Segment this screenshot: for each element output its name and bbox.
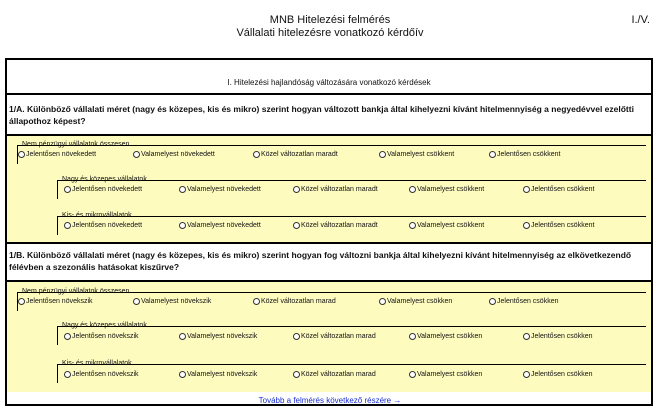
- radio-button[interactable]: [523, 371, 530, 378]
- option[interactable]: [523, 185, 594, 194]
- option-label: Jelentősen csökkent: [497, 151, 561, 158]
- radio-button[interactable]: [179, 222, 186, 229]
- option[interactable]: [179, 370, 257, 379]
- question-1b-panel: [7, 282, 651, 392]
- question-1b-text: 1/B. Különböző vállalati méret (nagy és közepes, kis és mikro) szerint hogyan fog változni bankja által kihelyezni kívánt hitelmennyiség az elkövetkezendő félévben a szezonális hatásokat kiszűrve?: [9, 250, 632, 272]
- radio-button[interactable]: [489, 151, 496, 158]
- survey-subtitle: Vállalati hitelezésre vonatkozó kérdőív: [236, 27, 424, 39]
- option-label: Valamelyest csökken: [417, 371, 483, 378]
- option-label: Jelentősen csökkent: [531, 222, 595, 229]
- radio-button[interactable]: [293, 186, 300, 193]
- option[interactable]: [293, 185, 378, 194]
- radio-button[interactable]: [293, 222, 300, 229]
- option[interactable]: [64, 185, 142, 194]
- option[interactable]: [293, 370, 376, 379]
- option[interactable]: [409, 185, 484, 194]
- group-label: Nagy és közepes vállalatok: [62, 176, 147, 183]
- radio-button[interactable]: [523, 333, 530, 340]
- radio-button[interactable]: [253, 298, 260, 305]
- radio-button[interactable]: [409, 186, 416, 193]
- radio-button[interactable]: [179, 333, 186, 340]
- option[interactable]: [133, 297, 211, 306]
- radio-button[interactable]: [523, 222, 530, 229]
- group-label: Nem pénzügyi vállalatok összesen: [22, 288, 130, 295]
- radio-button[interactable]: [64, 222, 71, 229]
- radio-button[interactable]: [409, 222, 416, 229]
- option-label: Jelentősen csökken: [497, 298, 559, 305]
- option[interactable]: [523, 370, 592, 379]
- page-indicator: I./V.: [631, 14, 650, 26]
- option-label: Valamelyest csökkent: [387, 151, 455, 158]
- option-label: Jelentősen növekszik: [72, 371, 139, 378]
- radio-button[interactable]: [379, 151, 386, 158]
- radio-button[interactable]: [64, 333, 71, 340]
- option[interactable]: [489, 150, 560, 159]
- radio-button[interactable]: [18, 151, 25, 158]
- option[interactable]: [64, 332, 139, 341]
- survey-form: [5, 58, 653, 406]
- radio-button[interactable]: [64, 186, 71, 193]
- radio-button[interactable]: [489, 298, 496, 305]
- option[interactable]: [409, 332, 482, 341]
- option[interactable]: [293, 221, 378, 230]
- radio-button[interactable]: [293, 333, 300, 340]
- option[interactable]: [18, 297, 93, 306]
- radio-button[interactable]: [523, 186, 530, 193]
- option[interactable]: [64, 370, 139, 379]
- option-label: Közel változatlan maradt: [261, 151, 338, 158]
- radio-button[interactable]: [379, 298, 386, 305]
- option-label: Jelentősen növekszik: [26, 298, 93, 305]
- option-label: Jelentősen növekedett: [72, 222, 143, 229]
- question-1a-panel: [7, 136, 651, 242]
- option-label: Közel változatlan maradt: [301, 186, 378, 193]
- option[interactable]: [409, 221, 484, 230]
- radio-button[interactable]: [409, 371, 416, 378]
- question-1b-top-divider: [7, 242, 651, 244]
- radio-button[interactable]: [18, 298, 25, 305]
- radio-button[interactable]: [293, 371, 300, 378]
- option-label: Valamelyest növekedett: [141, 151, 215, 158]
- radio-button[interactable]: [409, 333, 416, 340]
- option[interactable]: [379, 150, 454, 159]
- group-label: Kis- és mikrovállalatok: [62, 212, 132, 219]
- option[interactable]: [253, 297, 336, 306]
- option[interactable]: [18, 150, 96, 159]
- option[interactable]: [293, 332, 376, 341]
- option-label: Valamelyest növekszik: [187, 371, 258, 378]
- next-section-link[interactable]: Tovább a felmérés következő részére →: [258, 396, 402, 405]
- section-title: I. Hitelezési hajlandóság változására vonatkozó kérdések: [227, 78, 431, 87]
- option[interactable]: [253, 150, 338, 159]
- radio-button[interactable]: [64, 371, 71, 378]
- option-label: Valamelyest csökken: [417, 333, 483, 340]
- survey-title: MNB Hitelezési felmérés: [269, 14, 391, 26]
- option[interactable]: [64, 221, 142, 230]
- radio-button[interactable]: [253, 151, 260, 158]
- option-label: Valamelyest növekedett: [187, 186, 261, 193]
- option[interactable]: [489, 297, 558, 306]
- option[interactable]: [379, 297, 452, 306]
- radio-button[interactable]: [133, 298, 140, 305]
- option-label: Jelentősen csökken: [531, 371, 593, 378]
- group-label: Kis- és mikrovállalatok: [62, 360, 132, 367]
- radio-button[interactable]: [133, 151, 140, 158]
- option-label: Valamelyest növekedett: [187, 222, 261, 229]
- option-label: Jelentősen növekedett: [72, 186, 143, 193]
- option[interactable]: [179, 185, 261, 194]
- option[interactable]: [133, 150, 215, 159]
- option-label: Közel változatlan marad: [261, 298, 336, 305]
- section-divider: [7, 93, 651, 95]
- option-label: Valamelyest növekszik: [187, 333, 258, 340]
- group-label: Nem pénzügyi vállalatok összesen: [22, 141, 130, 148]
- question-1a-text: 1/A. Különböző vállalati méret (nagy és közepes, kis és mikro) szerint hogyan változott bankja által kihelyezni kívánt hitelmennyiség a negyedévvel ezelőtti állapothoz képest?: [9, 104, 634, 126]
- option[interactable]: [179, 332, 257, 341]
- option-label: Valamelyest növekszik: [141, 298, 212, 305]
- group-label: Nagy és közepes vállalatok: [62, 322, 147, 329]
- option-label: Valamelyest csökkent: [417, 186, 485, 193]
- radio-button[interactable]: [179, 186, 186, 193]
- option-label: Valamelyest csökkent: [417, 222, 485, 229]
- option[interactable]: [179, 221, 261, 230]
- option[interactable]: [523, 332, 592, 341]
- option-label: Jelentősen csökken: [531, 333, 593, 340]
- radio-button[interactable]: [179, 371, 186, 378]
- option-label: Jelentősen csökkent: [531, 186, 595, 193]
- option-label: Jelentősen növekedett: [26, 151, 97, 158]
- option-label: Közel változatlan marad: [301, 333, 376, 340]
- option-label: Valamelyest csökken: [387, 298, 453, 305]
- option-label: Közel változatlan maradt: [301, 222, 378, 229]
- option[interactable]: [523, 221, 594, 230]
- option-label: Jelentősen növekszik: [72, 333, 139, 340]
- option-label: Közel változatlan marad: [301, 371, 376, 378]
- option[interactable]: [409, 370, 482, 379]
